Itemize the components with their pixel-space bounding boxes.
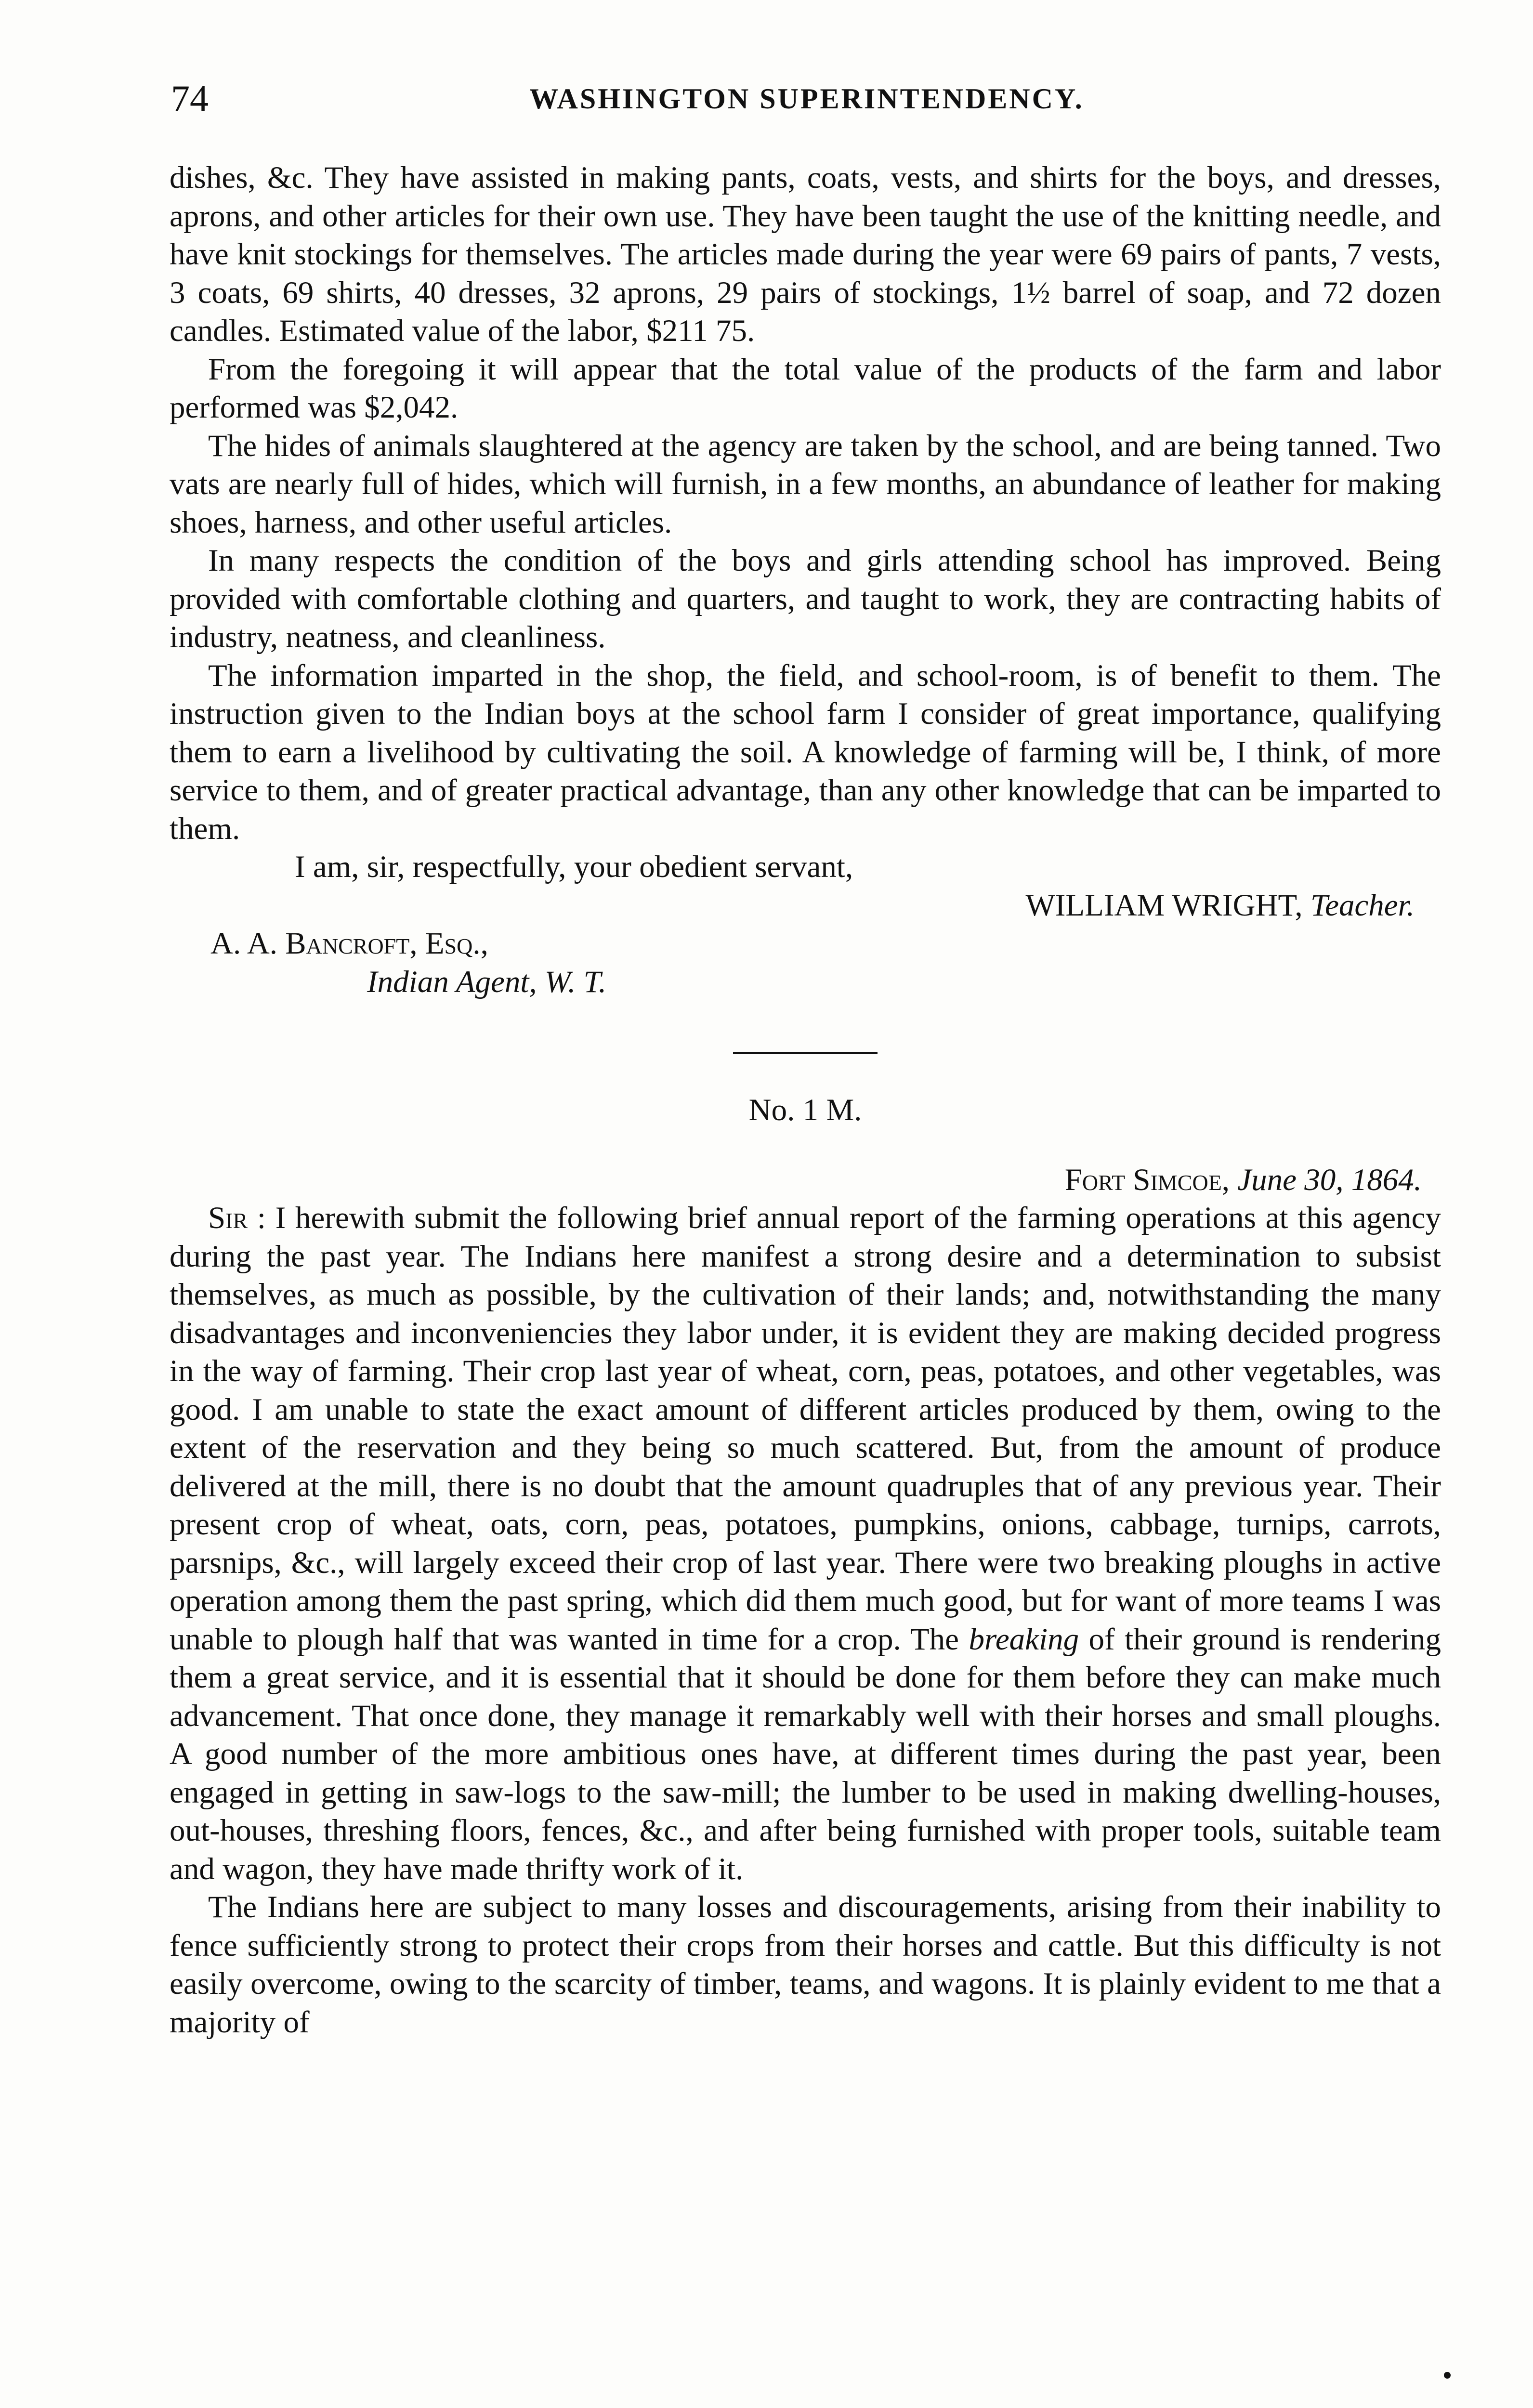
document-number: No. 1 M. — [748, 1093, 862, 1127]
body-text — [170, 159, 1441, 2042]
salutation: Sir : — [208, 1201, 266, 1235]
paragraph: The information imparted in the shop, the field, and school-room, is of benefit to them. The instruction given to the Indian boys at the school farm I consider of great importance, qualifying them to earn a livelihood by cultivating the soil. A knowledge of farming will be, I think, of more service to them, and of greater practical advantage, than any other knowledge that can be imparted to them. — [170, 658, 1441, 846]
paragraph: In many respects the condition of the boys and girls attending school has improved. Being provided with comfortable clothing and quarters, and taught to work, they are contracting habits of industry, neatness, and cleanliness. — [170, 543, 1441, 654]
dateline — [170, 1161, 1441, 1200]
paragraph-text: I herewith submit the following brief annual report of the farming operations at this agency during the past year. The Indians here manifest a strong desire and a determination to subsist themselves, as much as possible, by the cultivation of their lands; and, notwithstanding the many disadvantages and inconveniencies they labor under, it is evident they are making decided progress in the way of farming. Their crop last year of wheat, corn, peas, potatoes, and other vegetables, was good. I am unable to state the exact amount of different articles produced by them, owing to the extent of the reservation and they being so much scattered. But, from the amount of produce delivered at the mill, there is no doubt that the amount quadruples that of any previous year. Their present crop of wheat, oats, corn, peas, potatoes, pumpkins, onions, cabbage, turnips, carrots, parsnips, &c., will largely exceed their crop of last year. There were two breaking ploughs in active operation among them the past spring, which did them much good, but for want of more teams I was unable to plough half that was wanted in time for a crop. The — [170, 1201, 1441, 1657]
paragraph: The Indians here are subject to many losses and discouragements, arising from their inability to fence sufficiently strong to protect their crops from their horses and cattle. But this difficulty is not easily overcome, owing to the scarcity of timber, teams, and wagons. It is plainly evident to me that a majority of — [170, 1890, 1441, 2040]
signer-name: WILLIAM WRIGHT, — [1025, 888, 1303, 923]
running-head: WASHINGTON SUPERINTENDENCY. — [529, 83, 1084, 115]
dateline-date: June 30, 1864. — [1237, 1162, 1422, 1197]
addressee-name-text: A. A. Bancroft, Esq., — [210, 926, 488, 961]
signature — [170, 887, 1441, 925]
paragraph-text: of their ground is rendering them a great service, and it is essential that it should be done for them before they can make much advancement. That once done, they manage it remarkably well with their horses and small ploughs. A good number of the more ambitious ones have, at different times during the past year, been engaged in getting in saw-logs to the saw-mill; the lumber to be used in making dwelling-houses, out-houses, threshing floors, fences, &c., and after being furnished with proper tools, suitable team and wagon, they have made thrifty work of it. — [170, 1622, 1441, 1886]
italic-word: breaking — [969, 1622, 1079, 1657]
ink-speck — [1444, 2372, 1451, 2379]
section-divider — [733, 1052, 878, 1054]
dateline-place: Fort Simcoe, — [1064, 1162, 1230, 1197]
paragraph: The hides of animals slaughtered at the agency are taken by the school, and are being tanned. Two vats are nearly full of hides, which will furnish, in a few months, an abundance of leather for making shoes, harness, and other useful articles. — [170, 428, 1441, 540]
complimentary-close: I am, sir, respectfully, your obedient servant, — [295, 850, 853, 884]
paragraph — [170, 1199, 1441, 1888]
paragraph: From the foregoing it will appear that the total value of the products of the farm and labor performed was $2,042. — [170, 352, 1441, 425]
signer-title: Teacher. — [1310, 888, 1415, 923]
page-header — [171, 72, 1442, 125]
page-number: 74 — [171, 78, 209, 119]
addressee-name — [170, 925, 1441, 963]
addressee-title: Indian Agent, W. T. — [367, 964, 607, 999]
paragraph: dishes, &c. They have assisted in making pants, coats, vests, and shirts for the boys, and dresses, aprons, and other articles for their own use. They have been taught the use of the knitting needle, and have knit stockings for themselves. The articles made during the year were 69 pairs of pants, 7 vests, 3 coats, 69 shirts, 40 dresses, 32 aprons, 29 pairs of stockings, 1½ barrel of soap, and 72 dozen candles. Estimated value of the labor, $211 75. — [170, 160, 1441, 348]
